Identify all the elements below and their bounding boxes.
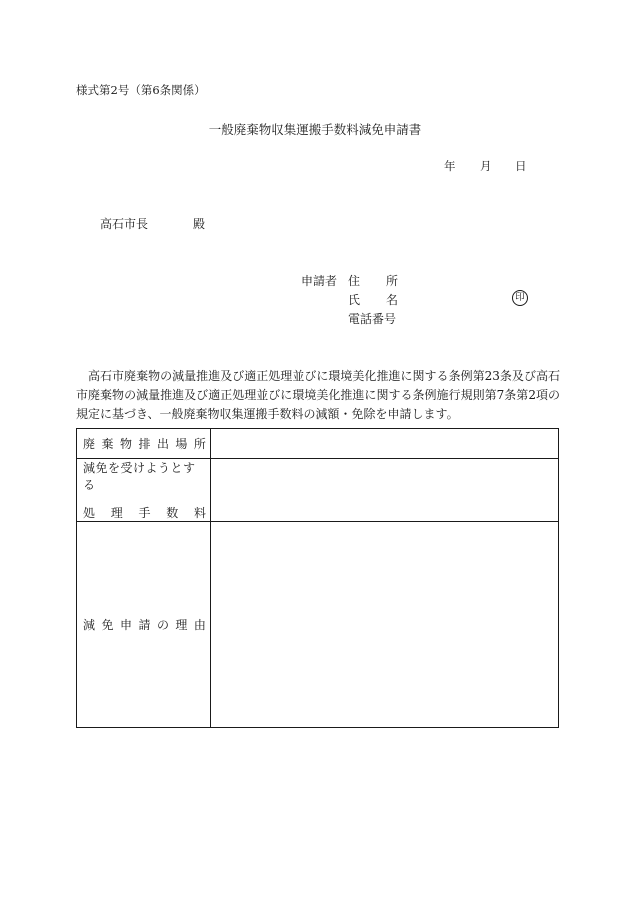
application-table [76, 428, 559, 728]
processing-fee-label-line2-char-3: 手 [138, 506, 151, 520]
table-row-processing-fee [77, 459, 559, 522]
reason-label-char-7: 由 [193, 618, 206, 632]
table-row-reason [77, 522, 559, 728]
processing-fee-label-line2-char-2: 理 [110, 506, 123, 520]
form-number: 様式第2号（第6条関係） [76, 83, 206, 97]
processing-fee-field[interactable] [211, 459, 559, 522]
discharge-location-label-char-1: 廃 [83, 437, 96, 451]
discharge-location-text [83, 435, 206, 452]
recipient-honorific: 殿 [193, 217, 206, 231]
applicant-address-label [348, 275, 398, 287]
application-statement: 高石市廃棄物の減量推進及び適正処理並びに環境美化推進に関する条例第23条及び高石市廃棄物の減量推進及び適正処理並びに環境美化推進に関する条例施行規則第7条第2項の規定に基づき、一般廃棄物収集運搬手数料の減額・免除を申請します。 [76, 369, 560, 421]
table-row-discharge-location [77, 429, 559, 459]
address-label-char-1: 住 [348, 274, 361, 288]
reason-field[interactable] [211, 522, 559, 728]
date-day-label: 日 [515, 159, 527, 173]
reason-label-char-3: 申 [119, 618, 132, 632]
form-title: 一般廃棄物収集運搬手数料減免申請書 [208, 122, 422, 137]
address-label-char-2: 所 [386, 274, 399, 288]
reason-label-char-2: 免 [101, 618, 114, 632]
reason-label-char-1: 減 [83, 618, 96, 632]
name-label-char-1: 氏 [348, 293, 361, 307]
date-year-label: 年 [444, 159, 456, 173]
reason-label-char-4: 請 [138, 618, 151, 632]
name-label-char-2: 名 [386, 293, 399, 307]
seal-mark: 印 [512, 290, 528, 306]
discharge-location-label-char-5: 出 [156, 437, 169, 451]
discharge-location-label-char-3: 物 [119, 437, 132, 451]
discharge-location-label-char-6: 場 [175, 437, 188, 451]
discharge-location-label-char-7: 所 [193, 437, 206, 451]
discharge-location-field[interactable] [211, 429, 559, 459]
processing-fee-label-line1: 減免を受けようとする [83, 461, 196, 492]
applicant-phone-label: 電話番号 [348, 312, 397, 326]
reason-label-text [83, 616, 206, 633]
reason-label [77, 522, 211, 728]
processing-fee-label-line2 [83, 504, 206, 521]
processing-fee-label-line2-char-5: 料 [193, 506, 206, 520]
recipient-name: 高石市長 [100, 217, 149, 231]
date-month-label: 月 [480, 159, 492, 173]
reason-label-char-5: の [156, 618, 169, 632]
applicant-name-label [348, 294, 398, 306]
discharge-location-label-char-4: 排 [138, 437, 151, 451]
applicant-label: 申請者 [301, 274, 338, 288]
discharge-location-label [77, 429, 211, 459]
processing-fee-label [77, 459, 211, 522]
processing-fee-label-line2-char-1: 処 [83, 506, 96, 520]
discharge-location-label-char-2: 棄 [101, 437, 114, 451]
reason-label-char-6: 理 [175, 618, 188, 632]
processing-fee-label-line2-char-4: 数 [166, 506, 179, 520]
